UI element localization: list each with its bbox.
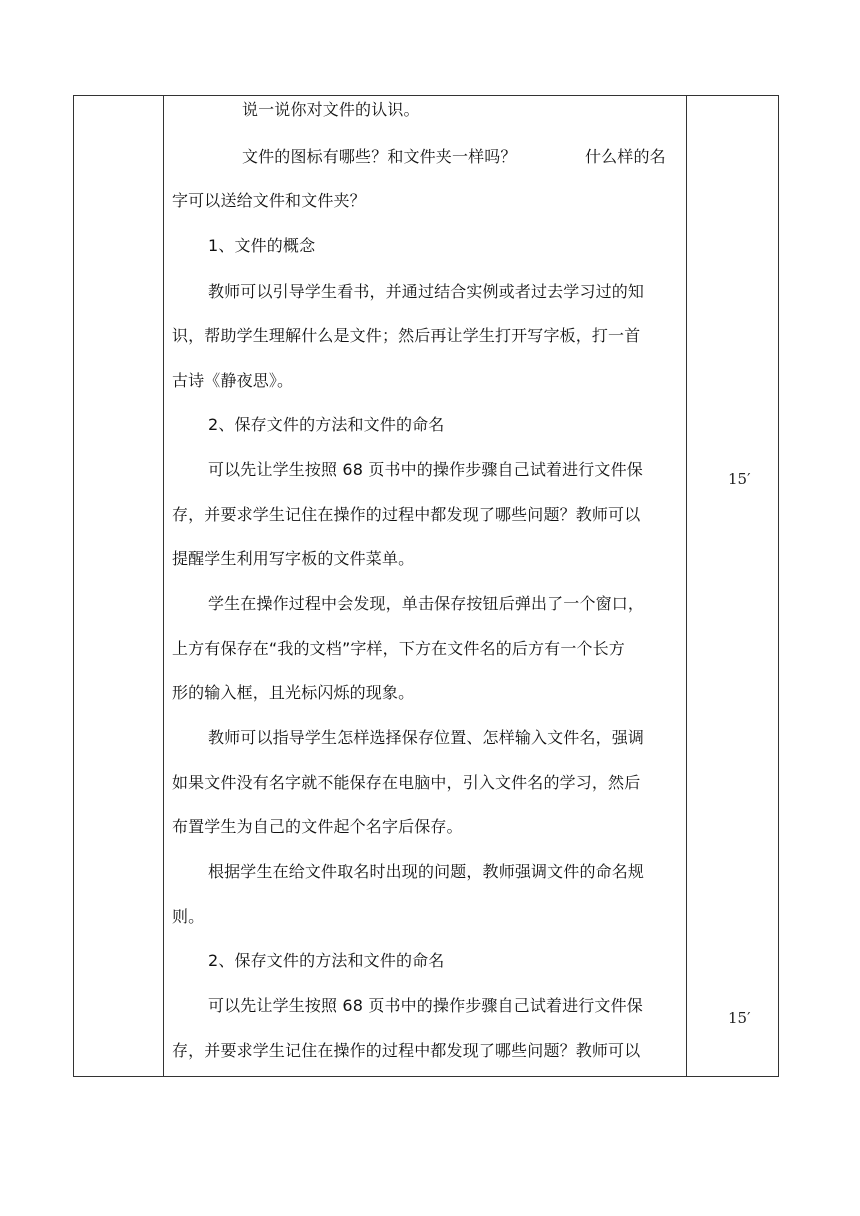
content-line: 上方有保存在“我的文档”字样，下方在文件名的后方有一个长方 [172,639,625,658]
content-line: 字可以送给文件和文件夹？ [172,191,366,210]
content-line: 根据学生在给文件取名时出现的问题，教师强调文件的命名规 [208,862,645,881]
column-divider-left [163,96,164,1076]
content-line: 形的输入框，且光标闪烁的现象。 [172,683,415,702]
section-heading: 1、文件的概念 [208,236,316,255]
content-line: 识，帮助学生理解什么是文件；然后再让学生打开写字板，打一首 [172,326,641,345]
content-line: 文件的图标有哪些？和文件夹一样吗？ [242,147,517,166]
time-mark: 15′ [728,470,751,488]
content-line: 什么样的名 [585,147,666,166]
content-line: 古诗《静夜思》。 [172,371,294,390]
content-line: 存，并要求学生记住在操作的过程中都发现了哪些问题？教师可以 [172,1041,641,1060]
content-line: 说一说你对文件的认识。 [242,100,420,119]
content-line: 可以先让学生按照 68 页书中的操作步骤自己试着进行文件保 [208,460,643,479]
content-line: 学生在操作过程中会发现，单击保存按钮后弹出了一个窗口， [208,594,645,613]
content-line: 则。 [172,907,205,926]
content-line: 存，并要求学生记住在操作的过程中都发现了哪些问题？教师可以 [172,505,641,524]
section-heading: 2、保存文件的方法和文件的命名 [208,951,445,970]
section-heading: 2、保存文件的方法和文件的命名 [208,415,445,434]
content-line: 提醒学生利用写字板的文件菜单。 [172,549,415,568]
content-line: 如果文件没有名字就不能保存在电脑中，引入文件名的学习，然后 [172,773,641,792]
content-line: 教师可以引导学生看书，并通过结合实例或者过去学习过的知 [208,282,645,301]
time-mark: 15′ [728,1009,751,1027]
column-divider-right [686,96,687,1076]
lesson-plan-table [73,95,779,1077]
content-line: 可以先让学生按照 68 页书中的操作步骤自己试着进行文件保 [208,996,643,1015]
content-line: 教师可以指导学生怎样选择保存位置、怎样输入文件名，强调 [208,728,645,747]
content-line: 布置学生为自己的文件起个名字后保存。 [172,817,463,836]
